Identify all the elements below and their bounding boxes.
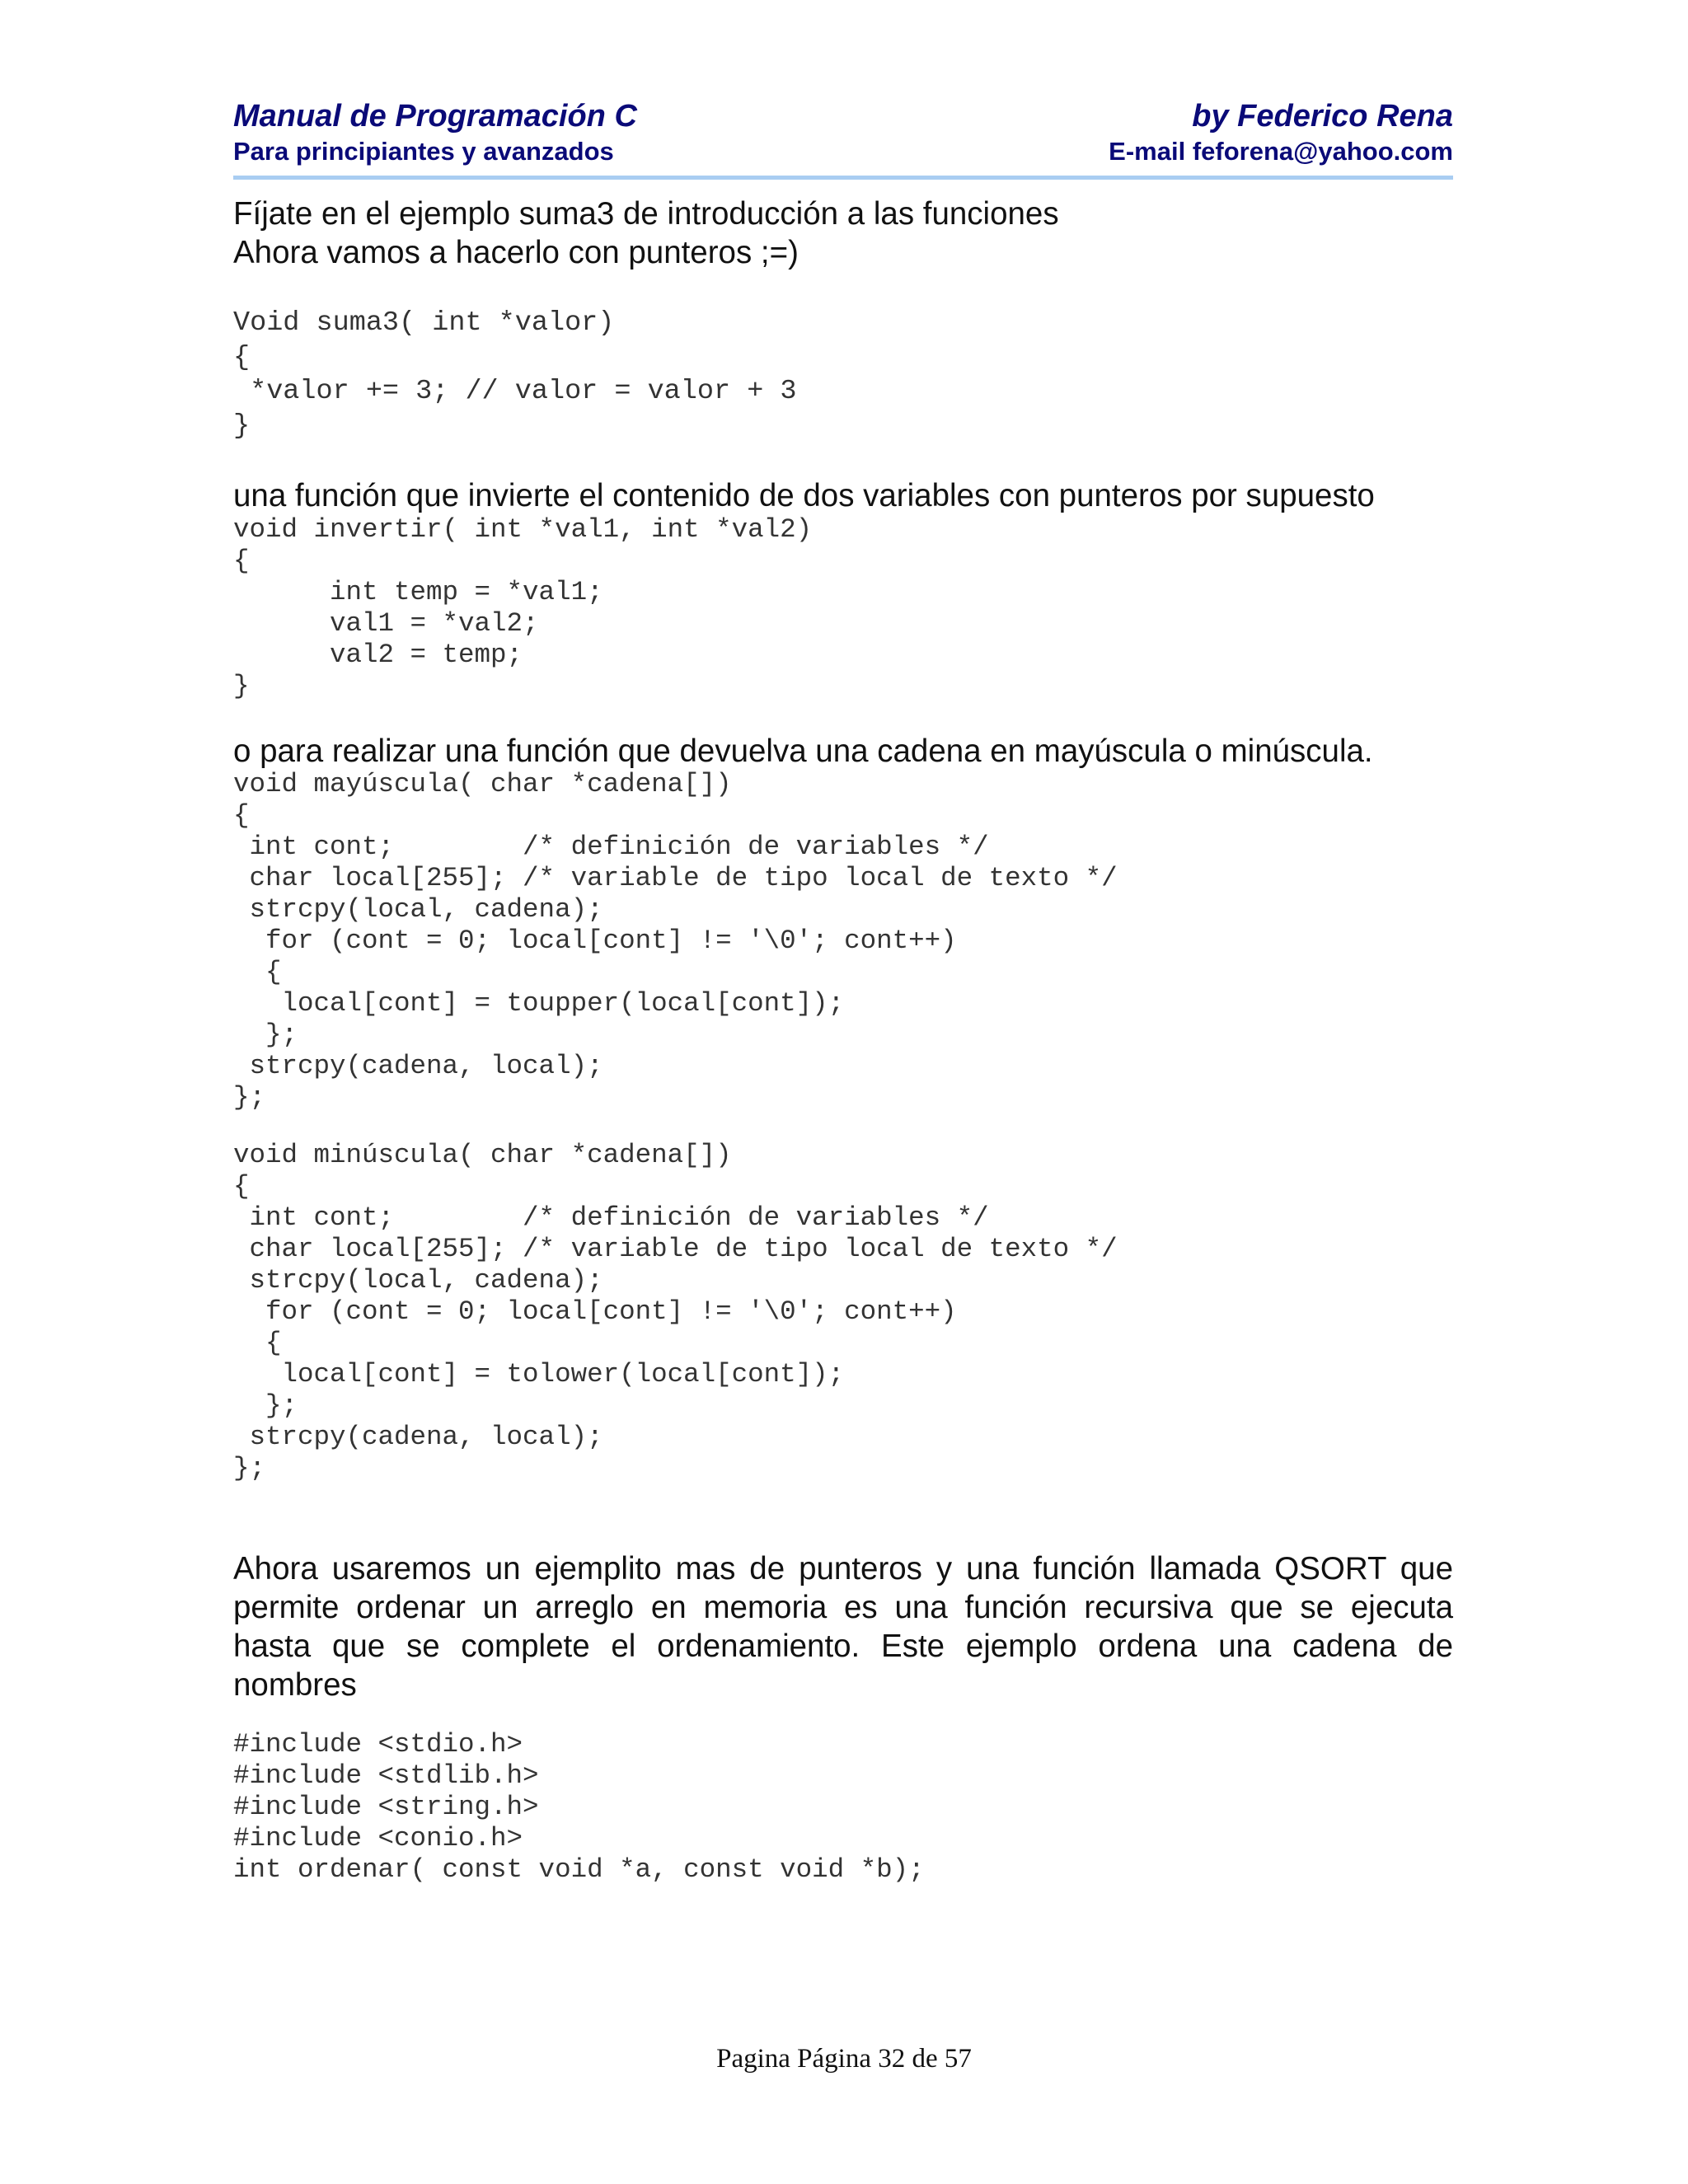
invertir-text: una función que invierte el contenido de dos variables con punteros por supuesto [233, 478, 1375, 513]
mayuscula-text: o para realizar una función que devuelva una cadena en mayúscula o minúscula. [233, 733, 1373, 769]
qsort-line-2: permite ordenar un arreglo en memoria es una función recursiva que se ejecuta [233, 1590, 1453, 1625]
code-block-minuscula: void minúscula( char *cadena[]) { int cont; /* definición de variables */ char local[255]; /* variable de tipo local de texto */ strcpy(local, cadena); for (cont = 0; local[cont] != '\0'; cont++) { local[cont] = tolower(local[cont]); }; strcpy(cadena, local); }; [233, 1140, 1118, 1483]
qsort-line-1: Ahora usaremos un ejemplito mas de punteros y una función llamada QSORT que [233, 1551, 1453, 1586]
code-block-mayuscula: void mayúscula( char *cadena[]) { int cont; /* definición de variables */ char local[255]; /* variable de tipo local de texto */ strcpy(local, cadena); for (cont = 0; local[cont] != '\0'; cont++) { local[cont] = toupper(local[cont]); }; strcpy(cadena, local); }; [233, 769, 1118, 1113]
header-left [233, 97, 637, 168]
mayuscula-description [233, 732, 1373, 771]
page-header [233, 97, 1453, 180]
qsort-line-3: hasta que se complete el ordenamiento. Este ejemplo ordena una cadena de [233, 1629, 1453, 1664]
qsort-paragraph [233, 1549, 1453, 1704]
page-footer: Pagina Página 32 de 57 [716, 2044, 972, 2074]
code-block-includes: #include <stdio.h> #include <stdlib.h> #include <string.h> #include <conio.h> int ordenar( const void *a, const void *b); [233, 1729, 925, 1885]
intro-paragraph [233, 194, 1059, 272]
header-right [1109, 97, 1453, 168]
qsort-line-4: nombres [233, 1667, 357, 1703]
intro-line-2: Ahora vamos a hacerlo con punteros ;=) [233, 235, 799, 270]
manual-title: Manual de Programación C [233, 99, 637, 134]
code-block-invertir: void invertir( int *val1, int *val2) { int temp = *val1; val1 = *val2; val2 = temp; } [233, 514, 813, 701]
invertir-description [233, 476, 1375, 515]
header-divider [233, 176, 1453, 180]
code-block-suma3: Void suma3( int *valor) { *valor += 3; // valor = valor + 3 } [233, 307, 797, 442]
intro-line-1: Fíjate en el ejemplo suma3 de introducción a las funciones [233, 196, 1059, 232]
author-email: E-mail feforena@yahoo.com [1109, 137, 1453, 166]
author-name: by Federico Rena [1192, 99, 1453, 134]
manual-subtitle: Para principiantes y avanzados [233, 137, 614, 166]
